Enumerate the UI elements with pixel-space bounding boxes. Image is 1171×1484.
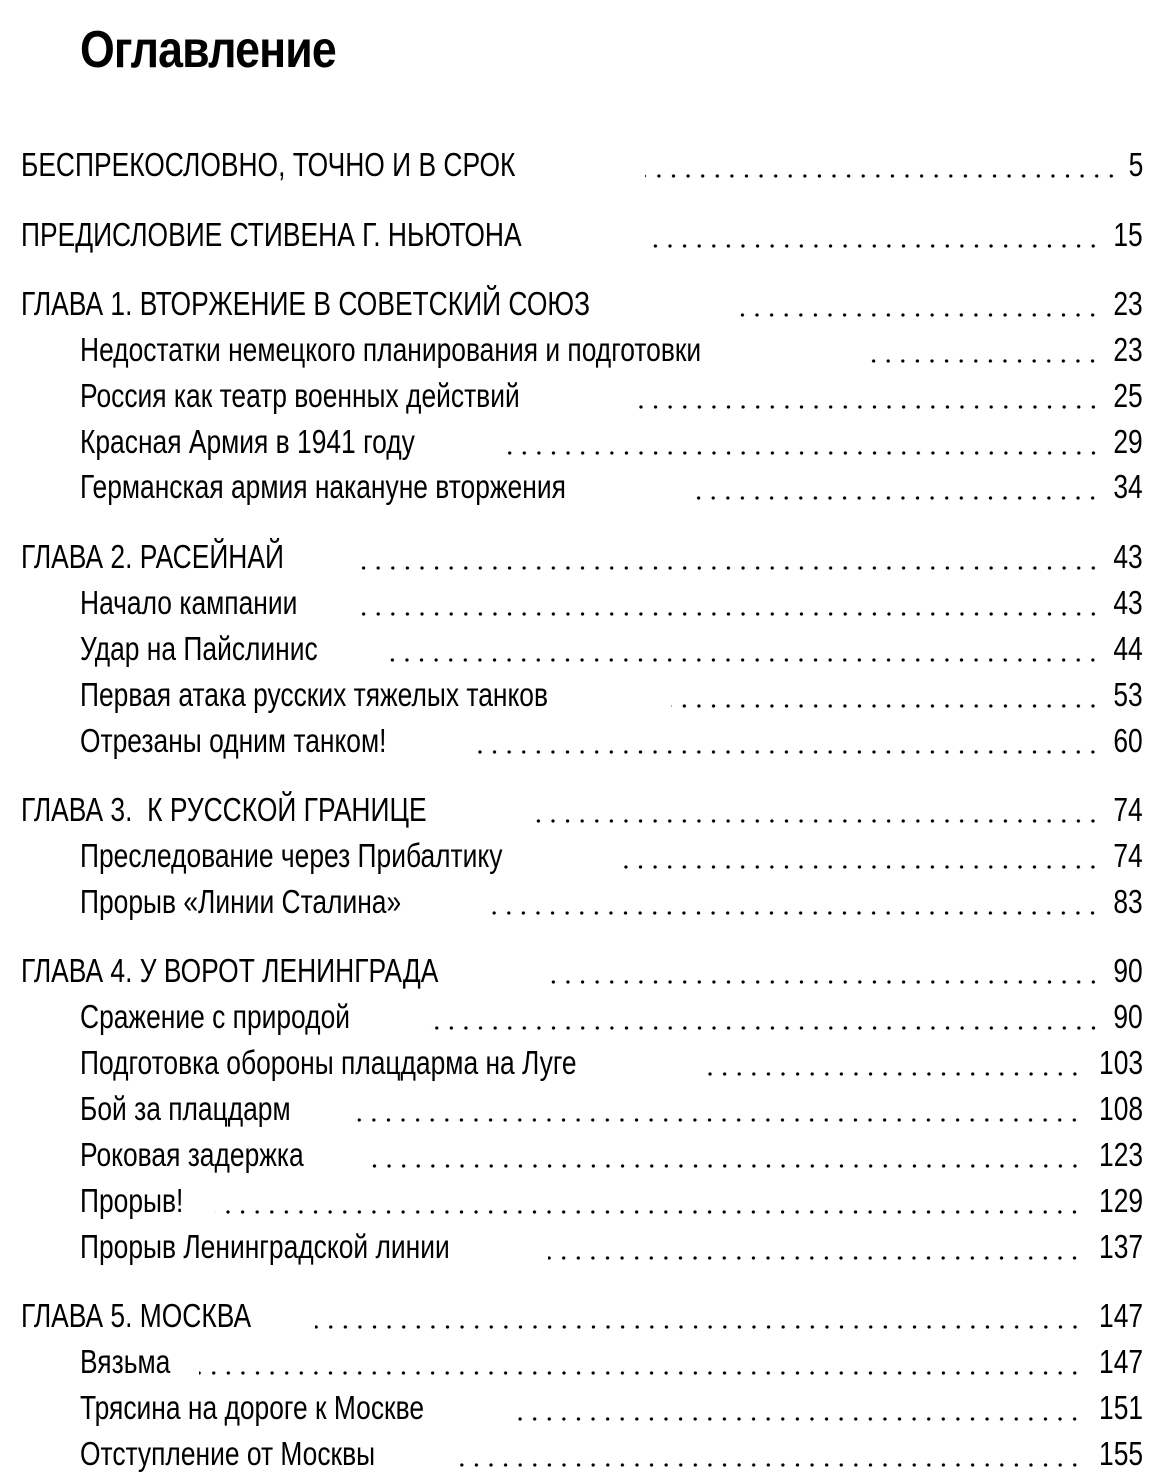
toc-entry-label: Прорыв Ленинградской линии — [80, 1228, 450, 1265]
toc-entry[interactable] — [0, 327, 1171, 373]
toc-entry[interactable] — [0, 1132, 1171, 1178]
toc-entry[interactable] — [0, 1224, 1171, 1270]
dot-leader — [366, 1164, 1082, 1168]
toc-entry-label: Бой за плацдарм — [80, 1090, 291, 1127]
toc-entry-page: 83 — [1113, 883, 1143, 920]
dot-leader — [671, 704, 1100, 708]
toc-entry[interactable] — [0, 212, 1171, 258]
toc-entry[interactable] — [0, 833, 1171, 879]
toc-entry[interactable] — [0, 419, 1171, 465]
dot-leader — [548, 1256, 1082, 1260]
toc-entry[interactable] — [0, 1431, 1171, 1477]
dot-leader — [549, 980, 1101, 984]
toc-entry[interactable] — [0, 948, 1171, 994]
toc-entry-label: ГЛАВА 5. МОСКВА — [21, 1297, 252, 1334]
dot-leader — [424, 1026, 1101, 1030]
toc-entry-label: Красная Армия в 1941 году — [80, 423, 415, 460]
toc-entry-label: Преследование через Прибалтику — [80, 837, 503, 874]
dot-leader — [315, 1325, 1082, 1329]
dot-leader — [614, 865, 1100, 869]
toc-entry-page: 74 — [1113, 837, 1143, 874]
toc-entry[interactable] — [0, 1293, 1171, 1339]
toc-entry-label: БЕСПРЕКОСЛОВНО, ТОЧНО И В СРОК — [21, 146, 516, 183]
toc-entry[interactable] — [0, 1086, 1171, 1132]
toc-entry-label: ГЛАВА 4. У ВОРОТ ЛЕНИНГРАДА — [21, 952, 439, 989]
toc-entry-label: ГЛАВА 2. РАСЕЙНАЙ — [21, 538, 284, 575]
toc-entry[interactable] — [0, 1339, 1171, 1385]
toc-entry-page: 23 — [1113, 285, 1143, 322]
toc-entry-page: 147 — [1098, 1343, 1143, 1380]
toc-entry[interactable] — [0, 1385, 1171, 1431]
toc-entry-label: Вязьма — [80, 1343, 171, 1380]
toc-entry[interactable] — [0, 580, 1171, 626]
dot-leader — [215, 1210, 1082, 1214]
toc-entry-label: Отступление от Москвы — [80, 1435, 376, 1472]
toc-entry-label: Сражение с природой — [80, 998, 350, 1035]
page-title: Оглавление — [80, 21, 336, 79]
toc-entry-label: Первая атака русских тяжелых танков — [80, 676, 549, 713]
dot-leader — [358, 612, 1101, 616]
toc-entry-page: 155 — [1098, 1435, 1143, 1472]
dot-leader — [693, 496, 1100, 500]
toc-entry-label: Отрезаны одним танком! — [80, 722, 387, 759]
toc-entry[interactable] — [0, 373, 1171, 419]
toc-entry-label: Роковая задержка — [80, 1136, 304, 1173]
toc-entry-label: Россия как театр военных действий — [80, 377, 520, 414]
toc-entry-label: Германская армия накануне вторжения — [80, 468, 566, 505]
dot-leader — [199, 1371, 1082, 1375]
toc-entry[interactable] — [0, 787, 1171, 833]
toc-entry[interactable] — [0, 626, 1171, 672]
toc-entry-label: Удар на Пайслинис — [80, 630, 318, 667]
toc-entry-page: 43 — [1113, 538, 1143, 575]
toc-entry-page: 5 — [1128, 146, 1143, 183]
toc-entry-page: 15 — [1113, 216, 1143, 253]
dot-leader — [534, 819, 1100, 823]
toc-entry-label: Трясина на дороге к Москве — [80, 1389, 424, 1426]
toc-entry-page: 60 — [1113, 722, 1143, 759]
toc-entry-page: 44 — [1113, 630, 1143, 667]
toc-entry-page: 90 — [1113, 998, 1143, 1035]
toc-entry[interactable] — [0, 142, 1171, 188]
toc-entry-label: Начало кампании — [80, 584, 298, 621]
toc-entry-page: 151 — [1098, 1389, 1143, 1426]
toc-entry-label: ПРЕДИСЛОВИЕ СТИВЕНА Г. НЬЮТОНА — [21, 216, 522, 253]
toc-entry[interactable] — [0, 1178, 1171, 1224]
toc-entry[interactable] — [0, 1040, 1171, 1086]
toc-entry-page: 103 — [1098, 1044, 1143, 1081]
dot-leader — [469, 750, 1100, 754]
toc-entry[interactable] — [0, 994, 1171, 1040]
toc-entry-page: 108 — [1098, 1090, 1143, 1127]
toc-entry-page: 74 — [1113, 791, 1143, 828]
toc-entry[interactable] — [0, 534, 1171, 580]
toc-entry-page: 25 — [1113, 377, 1143, 414]
toc-entry[interactable] — [0, 672, 1171, 718]
dot-leader — [455, 1463, 1082, 1467]
dot-leader — [487, 911, 1100, 915]
toc-entry-label: ГЛАВА 3. К РУССКОЙ ГРАНИЦЕ — [21, 791, 427, 828]
toc-entry-label: ГЛАВА 1. ВТОРЖЕНИЕ В СОВЕТСКИЙ СОЮЗ — [21, 285, 591, 322]
toc-entry-page: 34 — [1113, 468, 1143, 505]
toc-entry-page: 123 — [1098, 1136, 1143, 1173]
toc-entry-label: Подготовка обороны плацдарма на Луге — [80, 1044, 577, 1081]
toc-entry-page: 43 — [1113, 584, 1143, 621]
dot-leader — [707, 1072, 1082, 1076]
toc-entry-label: Недостатки немецкого планирования и подготовки — [80, 331, 702, 368]
dot-leader — [349, 1118, 1082, 1122]
toc-entry[interactable] — [0, 464, 1171, 510]
toc-entry-page: 137 — [1098, 1228, 1143, 1265]
toc-entry-page: 53 — [1113, 676, 1143, 713]
toc-entry-label: Прорыв «Линии Сталина» — [80, 883, 402, 920]
dot-leader — [645, 174, 1119, 178]
dot-leader — [636, 405, 1101, 409]
toc-entry[interactable] — [0, 281, 1171, 327]
dot-leader — [505, 451, 1101, 455]
dot-leader — [738, 313, 1100, 317]
toc-entry-page: 129 — [1098, 1182, 1143, 1219]
dot-leader — [383, 658, 1100, 662]
dot-leader — [356, 566, 1101, 570]
toc-entry-page: 147 — [1098, 1297, 1143, 1334]
dot-leader — [653, 244, 1101, 248]
toc-entry[interactable] — [0, 718, 1171, 764]
toc-entry-page: 23 — [1113, 331, 1143, 368]
toc-entry[interactable] — [0, 879, 1171, 925]
toc-entry-page: 29 — [1113, 423, 1143, 460]
dot-leader — [862, 359, 1100, 363]
toc-entry-label: Прорыв! — [80, 1182, 184, 1219]
dot-leader — [516, 1417, 1082, 1421]
toc-entry-page: 90 — [1113, 952, 1143, 989]
